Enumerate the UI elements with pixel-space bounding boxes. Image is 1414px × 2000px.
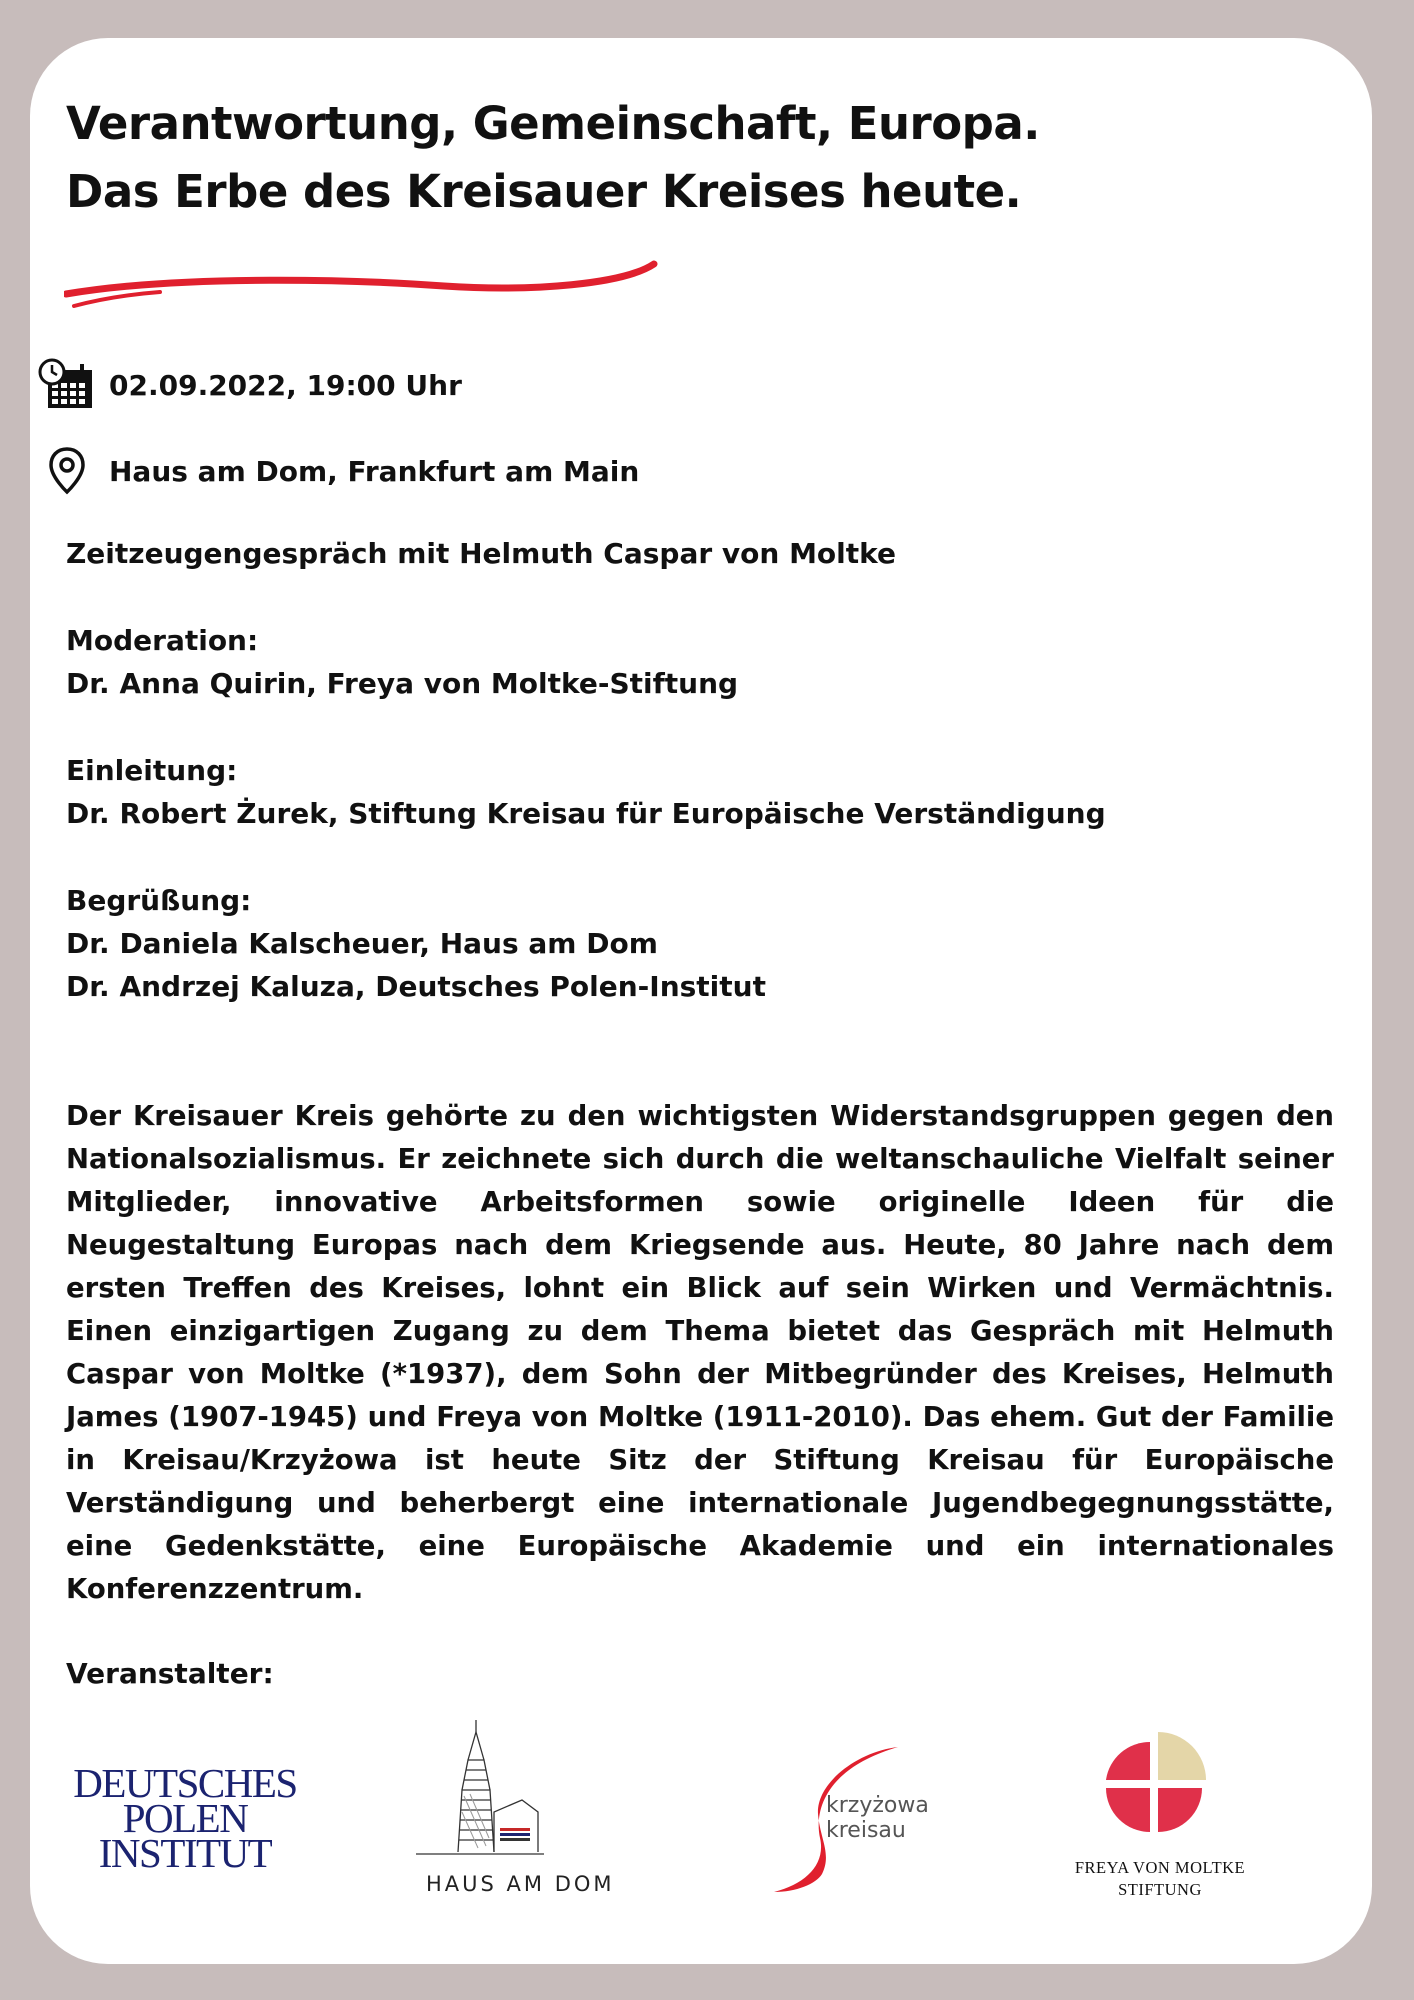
welcome-name-2: Dr. Andrzej Kaluza, Deutsches Polen-Institut [66,970,766,1003]
event-date-row [36,359,462,411]
introduction-label: Einleitung [66,754,227,787]
krzyzowa-line: krzyżowa [826,1793,929,1818]
welcome-colon: : [240,884,252,917]
flyer-card [30,38,1372,1964]
haus-am-dom-label: HAUS AM DOM [426,1872,615,1896]
krzyzowa-kreisau-label [826,1793,929,1843]
event-location-row [36,445,639,497]
red-brush-underline [64,222,664,312]
introduction-name: Dr. Robert Żurek, Stiftung Kreisau für Europäische Verständigung [66,797,1106,830]
kreisau-line: kreisau [826,1818,906,1843]
freya-von-moltke-label [1050,1857,1270,1901]
welcome-heading [66,884,251,917]
organizers-label: Veranstalter: [66,1657,274,1690]
dpi-line-3: INSTITUT [98,1830,272,1876]
haus-am-dom-tower-icon [396,1720,676,1860]
map-pin-icon [36,445,98,497]
welcome-label: Begrüßung [66,884,241,917]
event-title [66,90,1040,226]
title-line-1: Verantwortung, Gemeinschaft, Europa. [66,97,1040,150]
moderation-name: Dr. Anna Quirin, Freya von Moltke-Stiftung [66,667,739,700]
dpi-line-1: DEUTSCHES [73,1760,297,1806]
event-datetime: 02.09.2022, 19:00 Uhr [109,368,462,402]
introduction-heading [66,754,237,787]
freya-von-moltke-cross-icon [1086,1732,1206,1852]
event-location: Haus am Dom, Frankfurt am Main [109,454,640,488]
moderation-heading [66,624,258,657]
introduction-colon: : [226,754,238,787]
fvm-line-2: STIFTUNG [1118,1880,1202,1899]
event-description: Der Kreisauer Kreis gehörte zu den wichtigsten Widerstandsgruppen gegen den Nationalsozialismus. Er zeichnete sich durch die weltanschauliche Vielfalt seiner Mitglieder, innovative Arbeitsformen sowie originelle Ideen für die Neugestaltung Europas nach dem Kriegsende aus. Heute, 80 Jahre nach dem ersten Treffen des Kreises, lohnt ein Blick auf sein Wirken und Vermächtnis. Einen einzigartigen Zugang zu dem Thema bietet das Gespräch mit Helmuth Caspar von Moltke (*1937), dem Sohn der Mitbegründer des Kreises, Helmuth James (1907-1945) und Freya von Moltke (1911-2010). Das ehem. Gut der Familie in Kreisau/Krzyżowa ist heute Sitz der Stiftung Kreisau für Europäische Verständigung und beherbergt eine internationale Jugendbegegnungsstätte, eine Gedenkstätte, eine Europäische Akademie und ein internationales Konferenzzentrum. [66,1100,1334,1605]
deutsches-polen-institut-logo [55,1760,315,1876]
event-subtitle: Zeitzeugengespräch mit Helmuth Caspar von Moltke [66,537,897,570]
welcome-name-1: Dr. Daniela Kalscheuer, Haus am Dom [66,927,658,960]
fvm-line-1: FREYA VON MOLTKE [1074,1858,1246,1877]
moderation-label: Moderation [66,624,247,657]
calendar-clock-icon [36,359,98,411]
dpi-line-2: POLEN [122,1795,248,1841]
title-line-2: Das Erbe des Kreisauer Kreises heute. [66,165,1022,218]
moderation-colon: : [247,624,259,657]
